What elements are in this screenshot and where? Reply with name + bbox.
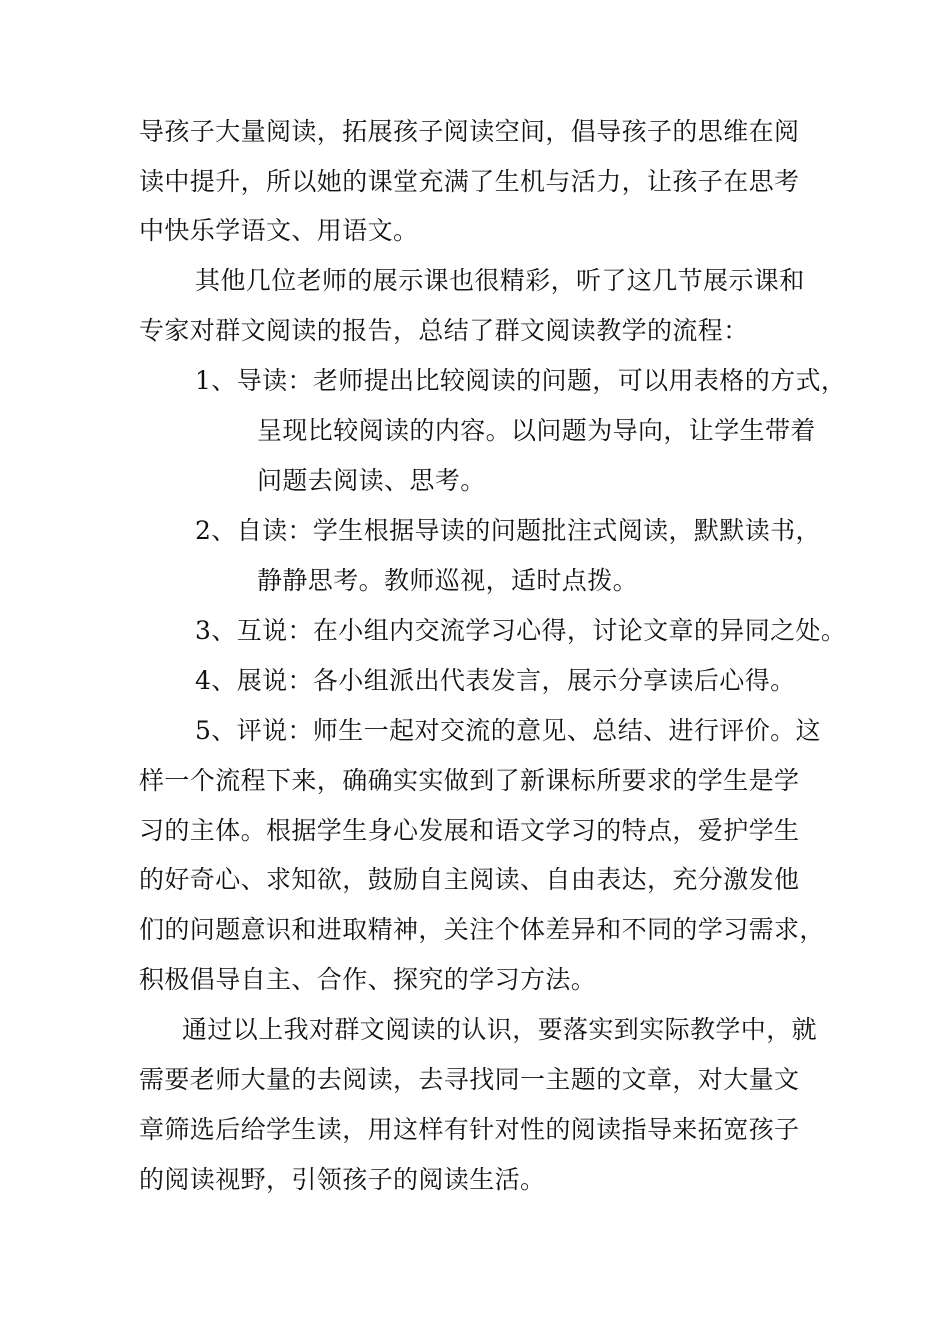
text-line: 习的主体。根据学生身心发展和语文学习的特点，爱护学生 [139,816,800,845]
list-item-2: 2、自读：学生根据导读的问题批注式阅读，默默读书， [195,516,821,545]
text-line: 积极倡导自主、合作、探究的学习方法。 [139,965,597,994]
text-line: 中快乐学语文、用语文。 [139,216,419,245]
text-line: 静静思考。教师巡视，适时点拨。 [257,566,639,595]
list-item-1: 1、导读：老师提出比较阅读的问题，可以用表格的方式， [195,366,847,395]
text-line: 专家对群文阅读的报告，总结了群文阅读教学的流程： [139,316,749,345]
text-line: 读中提升，所以她的课堂充满了生机与活力，让孩子在思考 [139,167,800,196]
text-line: 其他几位老师的展示课也很精彩，听了这几节展示课和 [195,266,805,295]
text-line: 章筛选后给学生读，用这样有针对性的阅读指导来拓宽孩子 [139,1115,800,1144]
text-line: 导孩子大量阅读，拓展孩子阅读空间，倡导孩子的思维在阅 [139,117,800,146]
text-line: 通过以上我对群文阅读的认识，要落实到实际教学中，就 [182,1015,818,1044]
text-line: 样一个流程下来，确确实实做到了新课标所要求的学生是学 [139,766,800,795]
list-item-4: 4、展说：各小组派出代表发言，展示分享读后心得。 [195,666,796,695]
text-line: 们的问题意识和进取精神，关注个体差异和不同的学习需求， [139,915,825,944]
text-line: 需要老师大量的去阅读，去寻找同一主题的文章，对大量文 [139,1065,800,1094]
list-item-5: 5、评说：师生一起对交流的意见、总结、进行评价。这 [195,716,821,745]
list-item-3: 3、互说：在小组内交流学习心得，讨论文章的异同之处。 [195,616,847,645]
text-line: 的阅读视野，引领孩子的阅读生活。 [139,1165,546,1194]
text-line: 问题去阅读、思考。 [257,466,486,495]
text-line: 呈现比较阅读的内容。以问题为导向，让学生带着 [257,416,816,445]
text-line: 的好奇心、求知欲，鼓励自主阅读、自由表达，充分激发他 [139,865,800,894]
